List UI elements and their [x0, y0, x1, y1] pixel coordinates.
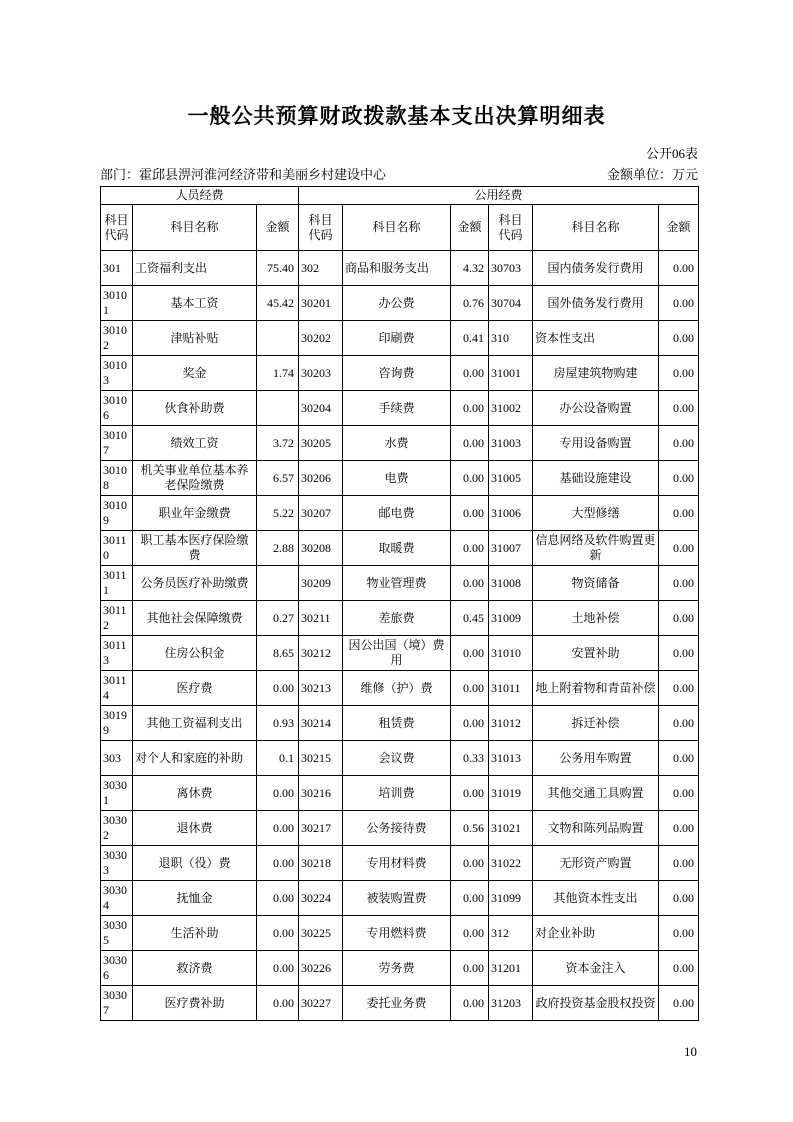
- table-row: [101, 776, 699, 811]
- subject-code-cell: 30305: [101, 916, 133, 951]
- amount-cell: 0.00: [659, 846, 699, 881]
- amount-cell: 0.00: [659, 601, 699, 636]
- subject-name-cell: 差旅费: [343, 601, 451, 636]
- subject-code-cell: 30212: [299, 636, 343, 671]
- subject-code-cell: 30225: [299, 916, 343, 951]
- subject-code-cell: 31011: [489, 671, 533, 706]
- amount-cell: 0.00: [257, 951, 299, 986]
- amount-cell: 0.00: [659, 496, 699, 531]
- amount-cell: 0.00: [659, 251, 699, 286]
- amount-cell: 0.00: [451, 636, 489, 671]
- subject-name-cell: 专用设备购置: [533, 426, 659, 461]
- subject-code-cell: 312: [489, 916, 533, 951]
- subject-code-cell: 31201: [489, 951, 533, 986]
- subject-name-cell: 资本金注入: [533, 951, 659, 986]
- subject-code-cell: 30204: [299, 391, 343, 426]
- subject-name-cell: 机关事业单位基本养老保险缴费: [133, 461, 257, 496]
- subject-code-cell: 31010: [489, 636, 533, 671]
- meta-row: [100, 164, 698, 183]
- amount-cell: 3.72: [257, 426, 299, 461]
- amount-cell: 0.00: [659, 916, 699, 951]
- subject-name-cell: 津贴补贴: [133, 321, 257, 356]
- subject-name-cell: 被装购置费: [343, 881, 451, 916]
- table-row: [101, 531, 699, 566]
- subject-code-cell: 30203: [299, 356, 343, 391]
- amount-cell: 0.00: [659, 881, 699, 916]
- subject-name-cell: 无形资产购置: [533, 846, 659, 881]
- table-row: [101, 391, 699, 426]
- subject-code-cell: 31007: [489, 531, 533, 566]
- amount-unit-label: 金额单位：万元: [606, 167, 698, 182]
- amount-cell: 2.88: [257, 531, 299, 566]
- amount-cell: 0.00: [659, 321, 699, 356]
- subject-code-cell: 30304: [101, 881, 133, 916]
- subject-code-cell: 303: [101, 741, 133, 776]
- subject-name-cell: 职工基本医疗保险缴费: [133, 531, 257, 566]
- table-row: [101, 601, 699, 636]
- subject-name-cell: 委托业务费: [343, 986, 451, 1021]
- amount-cell: 0.00: [451, 426, 489, 461]
- subject-code-cell: 30306: [101, 951, 133, 986]
- subject-name-cell: 职业年金缴费: [133, 496, 257, 531]
- subject-code-cell: 30303: [101, 846, 133, 881]
- amount-cell: 0.00: [451, 986, 489, 1021]
- subject-name-cell: 水费: [343, 426, 451, 461]
- subject-code-cell: 30214: [299, 706, 343, 741]
- subject-name-cell: 奖金: [133, 356, 257, 391]
- department-label: 部门：霍邱县淠河淮河经济带和美丽乡村建设中心: [100, 167, 387, 182]
- subject-code-cell: 30111: [101, 566, 133, 601]
- amount-cell: 0.00: [659, 706, 699, 741]
- amount-cell: 0.00: [659, 356, 699, 391]
- amount-cell: 0.00: [451, 531, 489, 566]
- subject-name-cell: 手续费: [343, 391, 451, 426]
- subject-name-cell: 生活补助: [133, 916, 257, 951]
- subject-name-cell: 其他工资福利支出: [133, 706, 257, 741]
- amount-cell: 1.74: [257, 356, 299, 391]
- subject-name-cell: 住房公积金: [133, 636, 257, 671]
- subject-name-cell: 资本性支出: [533, 321, 659, 356]
- table-row: [101, 566, 699, 601]
- subject-code-cell: 301: [101, 251, 133, 286]
- subject-code-cell: 30217: [299, 811, 343, 846]
- table-row: [101, 916, 699, 951]
- subject-code-cell: 31019: [489, 776, 533, 811]
- amount-cell: 0.00: [659, 566, 699, 601]
- subject-name-cell: 专用燃料费: [343, 916, 451, 951]
- amount-cell: 0.00: [451, 356, 489, 391]
- amount-cell: 0.00: [659, 531, 699, 566]
- table-row: [101, 496, 699, 531]
- subject-name-cell: 印刷费: [343, 321, 451, 356]
- subject-code-cell: 30107: [101, 426, 133, 461]
- subject-code-cell: 30201: [299, 286, 343, 321]
- amount-cell: 0.00: [257, 776, 299, 811]
- amount-cell: 0.93: [257, 706, 299, 741]
- amount-cell: 0.00: [257, 811, 299, 846]
- subject-code-cell: 30704: [489, 286, 533, 321]
- amount-cell: 0.00: [451, 496, 489, 531]
- subject-code-cell: 30302: [101, 811, 133, 846]
- subject-name-cell: 离休费: [133, 776, 257, 811]
- table-row: [101, 706, 699, 741]
- subject-code-cell: 30101: [101, 286, 133, 321]
- subject-code-cell: 31099: [489, 881, 533, 916]
- subject-name-cell: 大型修缮: [533, 496, 659, 531]
- subject-code-cell: 30108: [101, 461, 133, 496]
- subject-code-cell: 30113: [101, 636, 133, 671]
- amount-cell: 6.57: [257, 461, 299, 496]
- subject-code-cell: 30199: [101, 706, 133, 741]
- subject-code-cell: 30109: [101, 496, 133, 531]
- subject-name-cell: 伙食补助费: [133, 391, 257, 426]
- subject-name-cell: 其他交通工具购置: [533, 776, 659, 811]
- budget-detail-table: [100, 186, 699, 1021]
- amount-cell: 0.00: [659, 986, 699, 1021]
- subject-name-cell: 取暖费: [343, 531, 451, 566]
- subject-name-cell: 国外债务发行费用: [533, 286, 659, 321]
- table-row: [101, 356, 699, 391]
- table-row: [101, 741, 699, 776]
- amount-cell: 0.00: [659, 426, 699, 461]
- subject-name-cell: 因公出国（境）费用: [343, 636, 451, 671]
- subject-name-cell: 房屋建筑物购建: [533, 356, 659, 391]
- subject-name-cell: 绩效工资: [133, 426, 257, 461]
- subject-name-cell: 租赁费: [343, 706, 451, 741]
- amount-cell: 0.00: [659, 286, 699, 321]
- amount-cell: 0.00: [451, 461, 489, 496]
- amount-cell: 0.27: [257, 601, 299, 636]
- column-header-amount: 金额: [257, 205, 299, 251]
- subject-code-cell: 31013: [489, 741, 533, 776]
- subject-code-cell: 30207: [299, 496, 343, 531]
- subject-code-cell: 30208: [299, 531, 343, 566]
- amount-cell: 0.00: [659, 461, 699, 496]
- subject-name-cell: 信息网络及软件购置更新: [533, 531, 659, 566]
- subject-code-cell: 30103: [101, 356, 133, 391]
- subject-name-cell: 劳务费: [343, 951, 451, 986]
- subject-code-cell: 30202: [299, 321, 343, 356]
- subject-name-cell: 医疗费: [133, 671, 257, 706]
- subject-name-cell: 对企业补助: [533, 916, 659, 951]
- amount-cell: 0.00: [451, 391, 489, 426]
- page-number: 10: [684, 1044, 697, 1059]
- amount-cell: 0.00: [451, 671, 489, 706]
- subject-code-cell: 30224: [299, 881, 343, 916]
- amount-cell: 4.32: [451, 251, 489, 286]
- subject-code-cell: 30703: [489, 251, 533, 286]
- column-header-row: [101, 205, 699, 251]
- subject-name-cell: 办公设备购置: [533, 391, 659, 426]
- subject-name-cell: 办公费: [343, 286, 451, 321]
- document-content: [100, 143, 698, 1021]
- table-code-label: 公开06表: [645, 146, 698, 161]
- amount-cell: 0.00: [451, 706, 489, 741]
- amount-cell: 0.00: [659, 811, 699, 846]
- amount-cell: 75.40: [257, 251, 299, 286]
- subject-name-cell: 医疗费补助: [133, 986, 257, 1021]
- table-row: [101, 811, 699, 846]
- amount-cell: 0.00: [257, 881, 299, 916]
- table-row: [101, 461, 699, 496]
- subject-name-cell: 土地补偿: [533, 601, 659, 636]
- subject-code-cell: 31005: [489, 461, 533, 496]
- amount-cell: 0.00: [257, 986, 299, 1021]
- subject-name-cell: 电费: [343, 461, 451, 496]
- amount-cell: 0.00: [659, 636, 699, 671]
- subject-name-cell: 工资福利支出: [133, 251, 257, 286]
- subject-code-cell: 30216: [299, 776, 343, 811]
- subject-name-cell: 地上附着物和青苗补偿: [533, 671, 659, 706]
- amount-cell: 45.42: [257, 286, 299, 321]
- subject-name-cell: 救济费: [133, 951, 257, 986]
- subject-name-cell: 退职（役）费: [133, 846, 257, 881]
- amount-cell: 0.00: [451, 846, 489, 881]
- table-row: [101, 951, 699, 986]
- subject-code-cell: 30209: [299, 566, 343, 601]
- subject-name-cell: 维修（护）费: [343, 671, 451, 706]
- subject-name-cell: 退休费: [133, 811, 257, 846]
- column-header-amount: 金额: [451, 205, 489, 251]
- amount-cell: 5.22: [257, 496, 299, 531]
- amount-cell: 0.00: [659, 951, 699, 986]
- group-header-public: 公用经费: [299, 187, 699, 205]
- subject-code-cell: 30215: [299, 741, 343, 776]
- table-row: [101, 986, 699, 1021]
- subject-code-cell: 31008: [489, 566, 533, 601]
- subject-code-cell: 31021: [489, 811, 533, 846]
- subject-name-cell: 其他资本性支出: [533, 881, 659, 916]
- subject-name-cell: 商品和服务支出: [343, 251, 451, 286]
- subject-name-cell: 邮电费: [343, 496, 451, 531]
- subject-code-cell: 31203: [489, 986, 533, 1021]
- amount-cell: [257, 566, 299, 601]
- subject-code-cell: 30110: [101, 531, 133, 566]
- table-row: [101, 881, 699, 916]
- subject-code-cell: 30218: [299, 846, 343, 881]
- amount-cell: 0.00: [451, 566, 489, 601]
- column-header-name: 科目名称: [343, 205, 451, 251]
- subject-code-cell: 30301: [101, 776, 133, 811]
- subject-name-cell: 基础设施建设: [533, 461, 659, 496]
- subject-name-cell: 对个人和家庭的补助: [133, 741, 257, 776]
- amount-cell: 0.00: [659, 741, 699, 776]
- subject-code-cell: 30211: [299, 601, 343, 636]
- amount-cell: 0.33: [451, 741, 489, 776]
- subject-name-cell: 培训费: [343, 776, 451, 811]
- amount-cell: [257, 321, 299, 356]
- table-row: [101, 286, 699, 321]
- column-header-code: 科目代码: [299, 205, 343, 251]
- subject-name-cell: 基本工资: [133, 286, 257, 321]
- subject-name-cell: 物资储备: [533, 566, 659, 601]
- amount-cell: 0.00: [257, 916, 299, 951]
- subject-code-cell: 30227: [299, 986, 343, 1021]
- amount-cell: 8.65: [257, 636, 299, 671]
- column-header-name: 科目名称: [533, 205, 659, 251]
- subject-code-cell: 30102: [101, 321, 133, 356]
- subject-code-cell: 30206: [299, 461, 343, 496]
- amount-cell: 0.00: [659, 776, 699, 811]
- amount-cell: 0.00: [257, 671, 299, 706]
- subject-name-cell: 物业管理费: [343, 566, 451, 601]
- table-row: [101, 426, 699, 461]
- subject-code-cell: 30112: [101, 601, 133, 636]
- subject-name-cell: 公务接待费: [343, 811, 451, 846]
- amount-cell: 0.00: [659, 671, 699, 706]
- subject-name-cell: 会议费: [343, 741, 451, 776]
- subject-code-cell: 31022: [489, 846, 533, 881]
- table-row: [101, 321, 699, 356]
- table-row: [101, 251, 699, 286]
- subject-code-cell: 31006: [489, 496, 533, 531]
- group-header-personnel: 人员经费: [101, 187, 299, 205]
- subject-name-cell: 拆迁补偿: [533, 706, 659, 741]
- subject-code-cell: 31003: [489, 426, 533, 461]
- subject-name-cell: 安置补助: [533, 636, 659, 671]
- subject-name-cell: 抚恤金: [133, 881, 257, 916]
- subject-code-cell: 30106: [101, 391, 133, 426]
- subject-name-cell: 公务用车购置: [533, 741, 659, 776]
- subject-code-cell: 30205: [299, 426, 343, 461]
- column-header-amount: 金额: [659, 205, 699, 251]
- table-row: [101, 671, 699, 706]
- amount-cell: 0.41: [451, 321, 489, 356]
- amount-cell: 0.00: [257, 846, 299, 881]
- page-title: 一般公共预算财政拨款基本支出决算明细表: [187, 104, 606, 128]
- subject-code-cell: 31001: [489, 356, 533, 391]
- subject-code-cell: 310: [489, 321, 533, 356]
- amount-cell: 0.00: [451, 881, 489, 916]
- subject-name-cell: 国内债务发行费用: [533, 251, 659, 286]
- amount-cell: 0.56: [451, 811, 489, 846]
- amount-cell: 0.00: [451, 776, 489, 811]
- subject-code-cell: 31012: [489, 706, 533, 741]
- table-row: [101, 846, 699, 881]
- column-header-code: 科目代码: [489, 205, 533, 251]
- amount-cell: 0.1: [257, 741, 299, 776]
- subject-code-cell: 31002: [489, 391, 533, 426]
- table-row: [101, 636, 699, 671]
- amount-cell: 0.00: [451, 916, 489, 951]
- subject-name-cell: 其他社会保障缴费: [133, 601, 257, 636]
- column-header-code: 科目代码: [101, 205, 133, 251]
- column-header-name: 科目名称: [133, 205, 257, 251]
- subject-name-cell: 咨询费: [343, 356, 451, 391]
- subject-name-cell: 政府投资基金股权投资: [533, 986, 659, 1021]
- subject-name-cell: 文物和陈列品购置: [533, 811, 659, 846]
- subject-code-cell: 31009: [489, 601, 533, 636]
- subject-code-cell: 30226: [299, 951, 343, 986]
- subject-code-cell: 30307: [101, 986, 133, 1021]
- group-header-row: [101, 187, 699, 205]
- amount-cell: 0.00: [659, 391, 699, 426]
- amount-cell: 0.76: [451, 286, 489, 321]
- subject-code-cell: 30213: [299, 671, 343, 706]
- amount-cell: 0.45: [451, 601, 489, 636]
- subject-code-cell: 30114: [101, 671, 133, 706]
- subject-code-cell: 302: [299, 251, 343, 286]
- amount-cell: [257, 391, 299, 426]
- amount-cell: 0.00: [451, 951, 489, 986]
- table-body: [101, 251, 699, 1021]
- subject-name-cell: 专用材料费: [343, 846, 451, 881]
- subject-name-cell: 公务员医疗补助缴费: [133, 566, 257, 601]
